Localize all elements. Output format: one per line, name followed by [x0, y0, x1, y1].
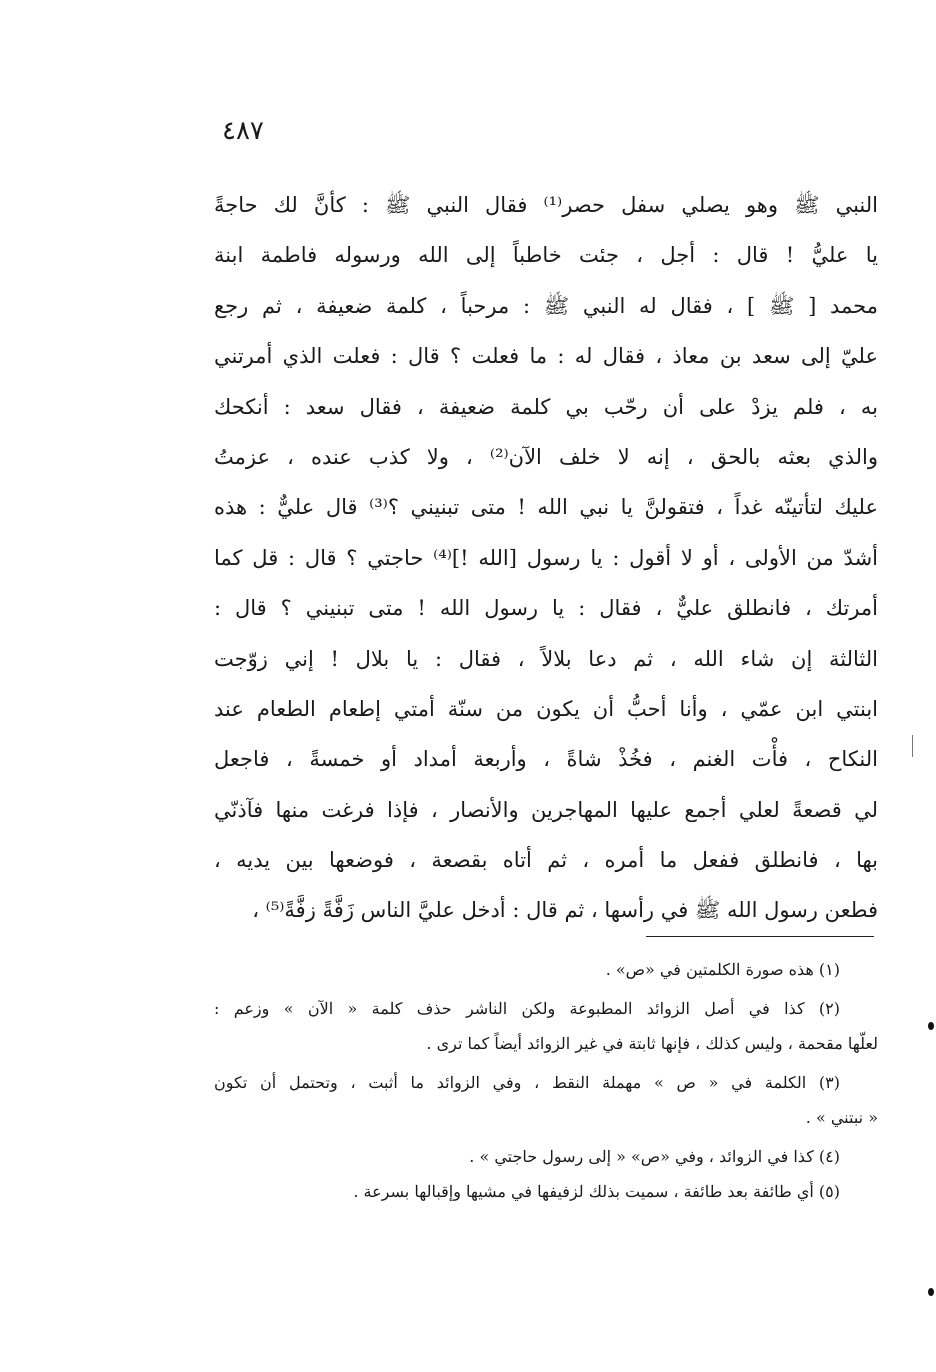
page-number: ٤٨٧: [222, 116, 264, 146]
text-line-14: بها ، فانطلق ففعل ما أمره ، ثم أتاه بقصعة ، فوضعها بين يديه ،: [214, 848, 878, 873]
text-line-12: النكاح ، فأْت الغنم ، فخُذْ شاةً ، وأربعة أمداد أو خمسةً ، فاجعل: [214, 747, 878, 772]
footnote-2-continued: لعلّها مقحمة ، وليس كذلك ، فإنها ثابتة في غير الزوائد أيضاً كما ترى .: [426, 1034, 878, 1053]
footnote-divider: [646, 936, 874, 937]
text-line-2: يا عليُّ ! قال : أجل ، جئت خاطباً إلى الله ورسوله فاطمة ابنة: [214, 243, 878, 268]
text-line-7: عليك لتأتينّه غداً ، فتقولنَّ يا نبي الله ! متى تبنيني ؟⁽³⁾ قال عليٌّ : هذه: [214, 495, 878, 520]
footnote-4: (٤) كذا في الزوائد ، وفي «ص» « إلى رسول حاجتي » .: [469, 1147, 840, 1166]
margin-scan-mark: [912, 735, 913, 757]
text-line-1: النبي ﷺ وهو يصلي سفل حصر⁽¹⁾ فقال النبي ﷺ : كأنَّ لك حاجةً: [214, 193, 878, 217]
footnote-5: (٥) أي طائفة بعد طائفة ، سميت بذلك لزفيفها في مشيها وإقبالها بسرعة .: [353, 1182, 840, 1201]
footnotes: [214, 952, 878, 1209]
text-line-6: والذي بعثه بالحق ، إنه لا خلف الآن⁽²⁾ ، ولا كذب عنده ، عزمتُ: [214, 444, 878, 469]
main-text: [214, 180, 878, 936]
text-line-13: لي قصعةً لعلي أجمع عليها المهاجرين والأنصار ، فإذا فرغت منها فآذنّي: [214, 797, 878, 822]
footnote-2: (٢) كذا في أصل الزوائد المطبوعة ولكن الناشر حذف كلمة « الآن » وزعم :: [214, 999, 840, 1018]
footnote-3: (٣) الكلمة في « ص » مهملة النقط ، وفي الزوائد ما أثبت ، وتحتمل أن تكون: [214, 1073, 840, 1092]
text-line-9: أمرتك ، فانطلق عليٌّ ، فقال : يا رسول الله ! متى تبنيني ؟ قال :: [214, 596, 878, 621]
text-line-5: به ، فلم يزدْ على أن رحّب بي كلمة ضعيفة ، فقال سعد : أنكحك: [214, 394, 878, 419]
text-line-11: ابنتي ابن عمّي ، وأنا أحبُّ أن يكون من سنّة أمتي إطعام الطعام عند: [214, 696, 878, 721]
scan-speck: [928, 1022, 934, 1030]
text-line-8: أشدّ من الأولى ، أو لا أقول : يا رسول [الله !]⁽⁴⁾ حاجتي ؟ قال : قل كما: [214, 545, 878, 570]
text-line-4: عليّ إلى سعد بن معاذ ، فقال له : ما فعلت ؟ قال : فعلت الذي أمرتني: [214, 344, 878, 369]
text-line-15: فطعن رسول الله ﷺ في رأسها ، ثم قال : أدخل عليَّ الناس زَفَّةً زفَّةً⁽⁵⁾ ،: [252, 898, 878, 923]
scan-speck: [928, 1288, 934, 1296]
footnote-3-continued: « نبتني » .: [805, 1108, 878, 1127]
text-line-3: محمد [ ﷺ ] ، فقال له النبي ﷺ : مرحباً ، كلمة ضعيفة ، ثم رجع: [214, 293, 878, 318]
footnote-1: (١) هذه صورة الكلمتين في «ص» .: [605, 960, 840, 979]
text-line-10: الثالثة إن شاء الله ، ثم دعا بلالاً ، فقال : يا بلال ! إني زوّجت: [214, 646, 878, 671]
